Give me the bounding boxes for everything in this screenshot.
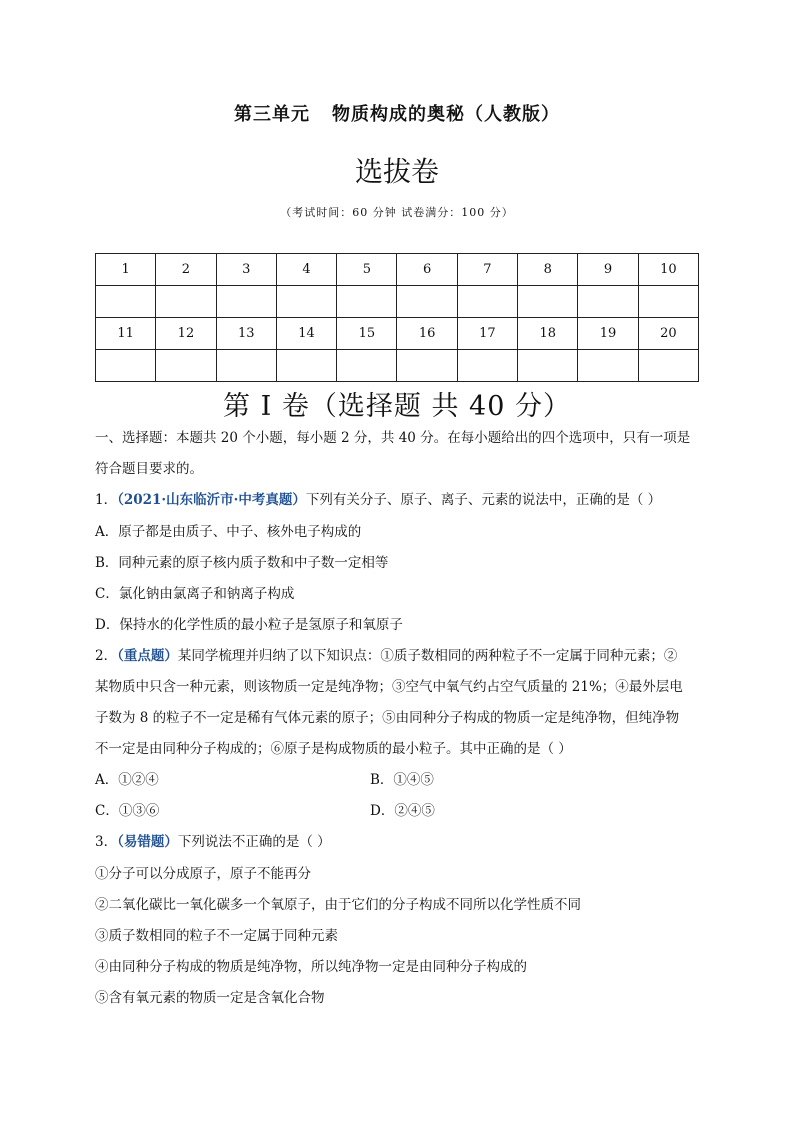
question-number-cell: 19 [578, 318, 638, 350]
question-number-cell: 5 [337, 254, 397, 286]
answer-cell[interactable] [397, 350, 457, 382]
answer-cell[interactable] [638, 286, 698, 318]
question-number-cell: 11 [96, 318, 156, 350]
q3-statement-5: ⑤含有氧元素的物质一定是含氧化合物 [95, 990, 325, 1006]
question-number-cell: 17 [457, 318, 517, 350]
question-number-cell: 8 [518, 254, 578, 286]
q1-source: （2021·山东临沂市·中考真题） [117, 492, 306, 508]
question-number-cell: 3 [216, 254, 276, 286]
q1-number: 1． [95, 492, 118, 508]
question-number-cell: 9 [578, 254, 638, 286]
q1-option-c: C．氯化钠由氯离子和钠离子构成 [95, 586, 295, 602]
section-title: 第 I 卷（选择题 共 40 分） [223, 391, 571, 422]
q1-option-b: B．同种元素的原子核内质子数和中子数一定相等 [95, 555, 389, 571]
question-number-cell: 20 [638, 318, 698, 350]
answer-cell[interactable] [156, 286, 216, 318]
question-number-cell: 13 [216, 318, 276, 350]
answer-grid [95, 253, 699, 382]
question-number-cell: 16 [397, 318, 457, 350]
answer-cell[interactable] [518, 350, 578, 382]
q2-stem-line2: 某物质中只含一种元素，则该物质一定是纯净物；③空气中氧气约占空气质量的 21%；④最外层电 [95, 679, 683, 695]
answer-cell[interactable] [397, 286, 457, 318]
q3-statement-4: ④由同种分子构成的物质是纯净物，所以纯净物一定是由同种分子构成的 [95, 959, 527, 975]
q3-statement-2: ②二氧化碳比一氧化碳多一个氧原子，由于它们的分子构成不同所以化学性质不同 [95, 897, 581, 913]
question-number-cell: 1 [96, 254, 156, 286]
answer-cell[interactable] [96, 286, 156, 318]
question-number-cell: 18 [518, 318, 578, 350]
question-number-cell: 12 [156, 318, 216, 350]
answer-grid-blank-row-1 [96, 286, 699, 318]
question-number-cell: 6 [397, 254, 457, 286]
question-number-cell: 7 [457, 254, 517, 286]
question-3 [95, 832, 705, 852]
title-topic: 物质构成的奥秘（人教版） [332, 104, 560, 125]
question-number-cell: 10 [638, 254, 698, 286]
q2-options-ab [95, 770, 705, 790]
q2-source: （重点题） [117, 648, 178, 664]
answer-cell[interactable] [216, 286, 276, 318]
answer-cell[interactable] [96, 350, 156, 382]
q2-stem-line4: 不一定是由同种分子构成的；⑥原子是构成物质的最小粒子。其中正确的是（ ） [95, 741, 572, 757]
q3-number: 3． [95, 834, 118, 850]
answer-cell[interactable] [337, 286, 397, 318]
q2-stem-line1: 某同学梳理并归纳了以下知识点：①质子数相同的两种粒子不一定属于同种元素；② [177, 648, 678, 664]
paper-title [0, 100, 794, 126]
question-number-cell: 14 [276, 318, 336, 350]
q1-stem: 下列有关分子、原子、离子、元素的说法中，正确的是（ ） [305, 492, 662, 508]
q2-option-b: B．①④⑤ [370, 772, 434, 788]
answer-cell[interactable] [638, 350, 698, 382]
q2-option-c: C．①③⑥ [95, 803, 160, 819]
question-number-cell: 4 [276, 254, 336, 286]
q2-options-cd [95, 801, 705, 821]
answer-cell[interactable] [276, 286, 336, 318]
title-unit: 第三单元 [234, 104, 310, 125]
question-1 [95, 490, 705, 510]
q2-number: 2． [95, 648, 118, 664]
q2-option-d: D．②④⑤ [370, 803, 435, 819]
instructions-cont: 符合题目要求的。 [95, 461, 203, 477]
answer-cell[interactable] [578, 286, 638, 318]
answer-cell[interactable] [518, 286, 578, 318]
answer-cell[interactable] [156, 350, 216, 382]
answer-cell[interactable] [457, 286, 517, 318]
q3-source: （易错题） [117, 834, 178, 850]
answer-grid-header-row-2 [96, 318, 699, 350]
q1-option-d: D．保持水的化学性质的最小粒子是氢原子和氧原子 [95, 617, 403, 633]
q3-statement-3: ③质子数相同的粒子不一定属于同种元素 [95, 928, 338, 944]
exam-info: （考试时间：60 分钟 试卷满分：100 分） [280, 206, 514, 219]
instructions: 一、选择题：本题共 20 个小题，每小题 2 分，共 40 分。在每小题给出的四个选项中，只有一项是 [95, 430, 691, 446]
q2-option-a: A．①②④ [95, 772, 159, 788]
answer-grid-header-row-1 [96, 254, 699, 286]
answer-cell[interactable] [216, 350, 276, 382]
answer-grid-blank-row-2 [96, 350, 699, 382]
q3-stem: 下列说法不正确的是（ ） [177, 834, 331, 850]
answer-cell[interactable] [276, 350, 336, 382]
q1-option-a: A．原子都是由质子、中子、核外电子构成的 [95, 524, 362, 540]
question-2 [95, 646, 705, 666]
answer-cell[interactable] [578, 350, 638, 382]
answer-cell[interactable] [337, 350, 397, 382]
q2-stem-line3: 子数为 8 的粒子不一定是稀有气体元素的原子；⑤由同种分子构成的物质一定是纯净物，但纯净物 [95, 710, 680, 726]
paper-subtitle: 选拔卷 [354, 155, 439, 188]
q3-statement-1: ①分子可以分成原子，原子不能再分 [95, 866, 311, 882]
question-number-cell: 15 [337, 318, 397, 350]
answer-cell[interactable] [457, 350, 517, 382]
question-number-cell: 2 [156, 254, 216, 286]
